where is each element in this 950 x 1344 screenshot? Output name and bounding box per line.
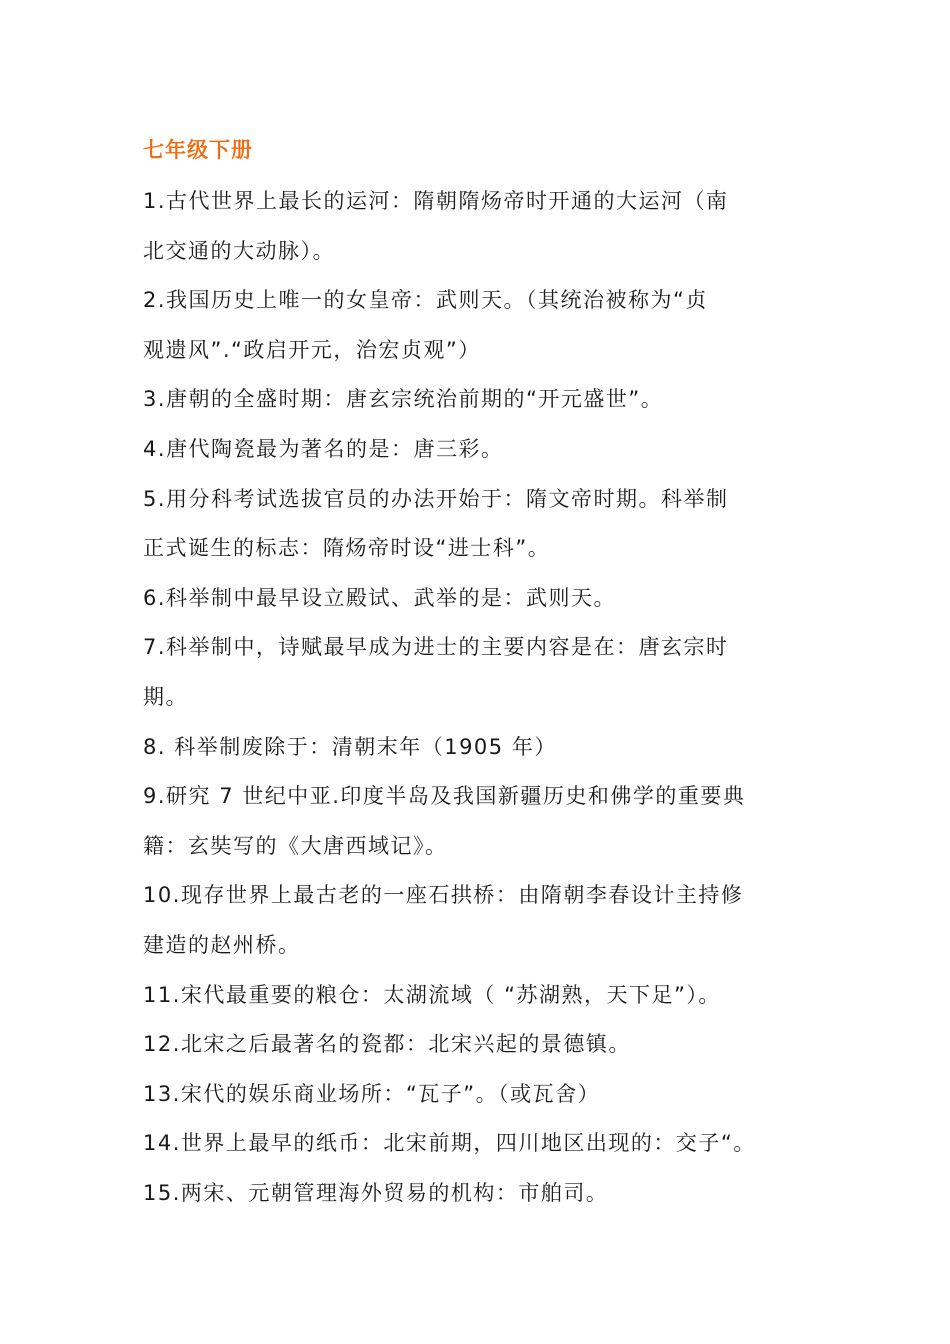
text-line: 正式诞生的标志：隋炀帝时设“进士科”。 (143, 536, 551, 561)
text-line: 3.唐朝的全盛时期：唐玄宗统治前期的“开元盛世”。 (143, 387, 664, 412)
text-line: 12.北宋之后最著名的瓷都：北宋兴起的景德镇。 (143, 1032, 631, 1057)
text-line: 13.宋代的娱乐商业场所：“瓦子”。（或瓦舍） (143, 1081, 601, 1106)
text-line: 1.古代世界上最长的运河：隋朝隋炀帝时开通的大运河（南 (143, 189, 729, 213)
text-line: 建造的赵州桥。 (143, 932, 301, 957)
text-line: 观遗风”.“政启开元，治宏贞观”） (143, 337, 481, 362)
text-line: 籍：玄奘写的《大唐西域记》。 (143, 833, 448, 858)
text-line: 10.现存世界上最古老的一座石拱桥：由隋朝李春设计主持修 (143, 883, 744, 908)
text-line: 7.科举制中，诗赋最早成为进士的主要内容是在：唐玄宗时 (143, 635, 729, 660)
text-line: 11.宋代最重要的粮仓：太湖流域（ “苏湖熟，天下足”）。 (143, 982, 721, 1007)
text-line: 北交通的大动脉）。 (143, 238, 335, 263)
text-line: 9.研究 7 世纪中亚.印度半岛及我国新疆历史和佛学的重要典 (143, 784, 746, 809)
text-body (143, 180, 843, 1221)
text-line: 5.用分科考试选拔官员的办法开始于：隋文帝时期。科举制 (143, 486, 729, 511)
text-line: 2.我国历史上唯一的女皇帝：武则天。（其统治被称为“贞 (143, 288, 708, 313)
section-heading: 七年级下册 (143, 138, 253, 162)
text-line: 期。 (143, 684, 188, 709)
text-line: 8. 科举制废除于：清朝末年（1905 年） (143, 734, 557, 759)
text-line: 6.科举制中最早设立殿试、武举的是：武则天。 (143, 585, 617, 610)
text-line: 4.唐代陶瓷最为著名的是：唐三彩。 (143, 436, 504, 461)
text-line: 15.两宋、元朝管理海外贸易的机构：市舶司。 (143, 1180, 609, 1205)
text-line: 14.世界上最早的纸币：北宋前期，四川地区出现的：交子“。 (143, 1131, 756, 1156)
